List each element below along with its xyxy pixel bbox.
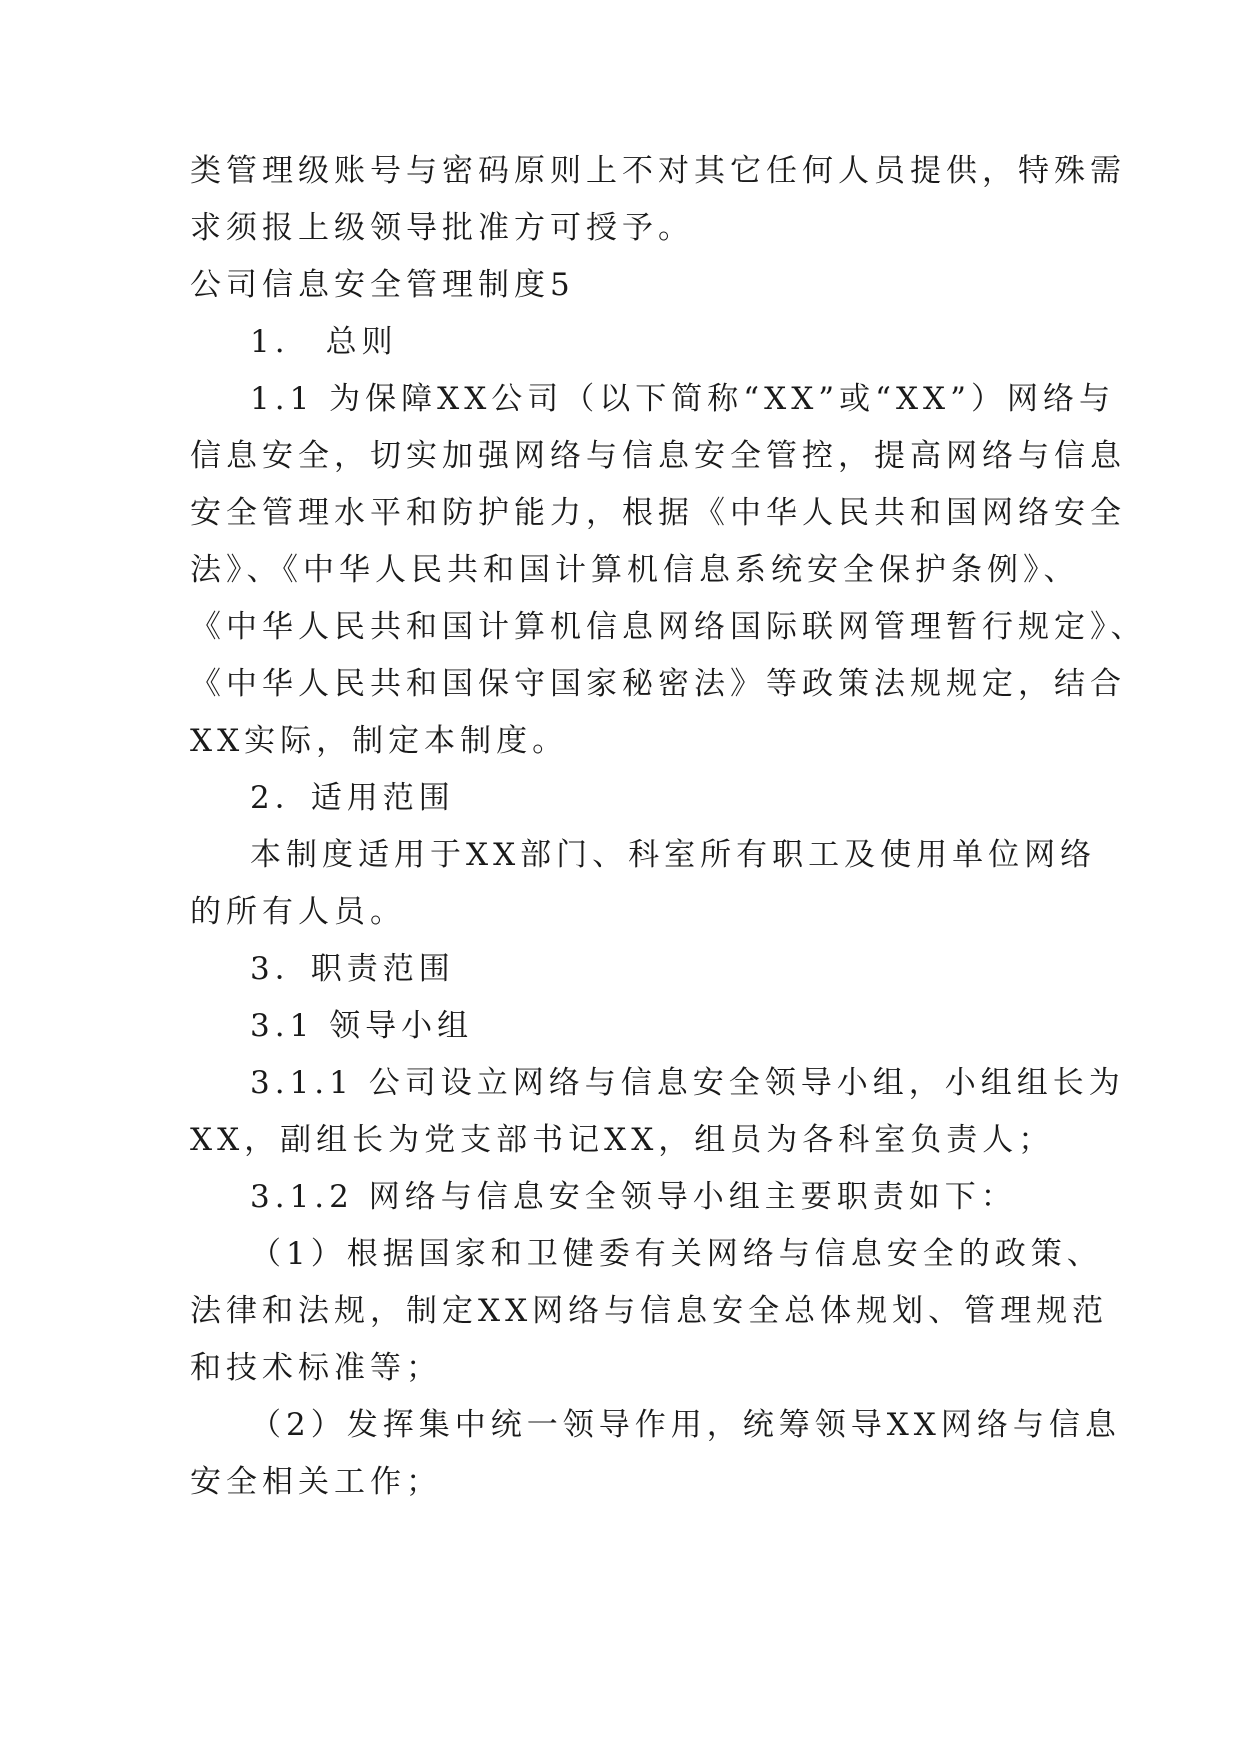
text-line: 3.1.1 公司设立网络与信息安全领导小组，小组组长为 xyxy=(250,1065,1125,1101)
text-line: 本制度适用于XX部门、科室所有职工及使用单位网络 xyxy=(250,837,1097,873)
text-line: 法律和法规，制定XX网络与信息安全总体规划、管理规范 xyxy=(190,1293,1109,1329)
text-line: （1）根据国家和卫健委有关网络与信息安全的政策、 xyxy=(250,1236,1103,1272)
text-line: 1.1 为保障XX公司（以下简称“XX”或“XX”）网络与 xyxy=(250,381,1115,417)
heading-scope: 2．适用范围 xyxy=(250,780,455,816)
text-line: 《中华人民共和国计算机信息网络国际联网管理暂行规定》、 xyxy=(190,609,1147,645)
section-title: 公司信息安全管理制度5 xyxy=(190,267,575,303)
text-line: 安全管理水平和防护能力，根据《中华人民共和国网络安全 xyxy=(190,495,1126,531)
text-line: 《中华人民共和国保守国家秘密法》等政策法规规定，结合 xyxy=(190,666,1126,702)
text-line: 求须报上级领导批准方可授予。 xyxy=(190,210,694,246)
text-line: XX，副组长为党支部书记XX，组员为各科室负责人； xyxy=(190,1122,1055,1158)
text-line: 安全相关工作； xyxy=(190,1464,442,1500)
heading-responsibility: 3．职责范围 xyxy=(250,951,455,987)
heading-general: 1. 总则 xyxy=(250,324,398,360)
text-line: 3.1.2 网络与信息安全领导小组主要职责如下： xyxy=(250,1179,1017,1215)
text-line: 信息安全，切实加强网络与信息安全管控，提高网络与信息 xyxy=(190,438,1126,474)
text-line: 的所有人员。 xyxy=(190,894,406,930)
text-line: （2）发挥集中统一领导作用，统筹领导XX网络与信息 xyxy=(250,1407,1121,1443)
text-line: 类管理级账号与密码原则上不对其它任何人员提供，特殊需 xyxy=(190,153,1126,189)
text-line: XX实际，制定本制度。 xyxy=(190,723,569,759)
heading-leadership-group: 3.1 领导小组 xyxy=(250,1008,474,1044)
text-line: 法》、《中华人民共和国计算机信息系统安全保护条例》、 xyxy=(190,552,1080,588)
text-line: 和技术标准等； xyxy=(190,1350,442,1386)
